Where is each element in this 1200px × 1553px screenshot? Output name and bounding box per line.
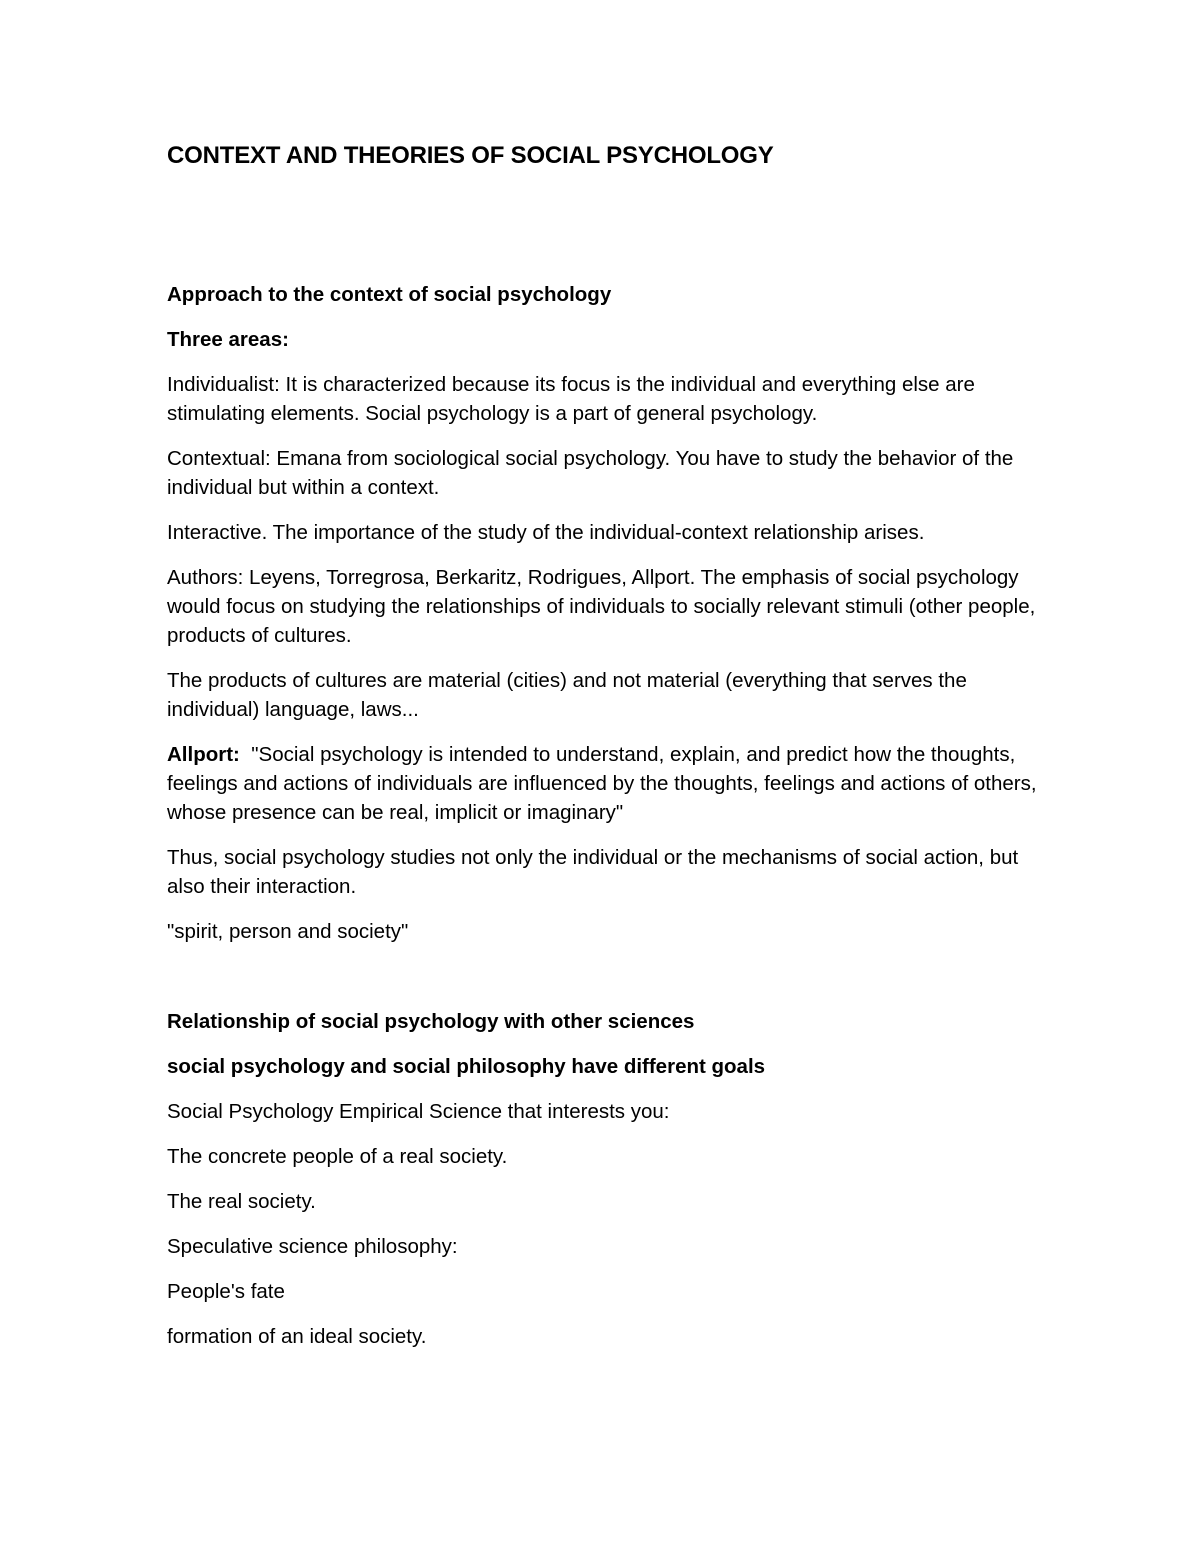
paragraph-contextual: Contextual: Emana from sociological social psychology. You have to study the behavior of the individual but within a context. (167, 447, 1014, 499)
subheading-different-goals: social psychology and social philosophy have different goals (167, 1055, 766, 1078)
paragraph-individualist: Individualist: It is characterized because its focus is the individual and everything else are stimulating elements. Social psychology is a part of general psychology. (167, 373, 975, 425)
paragraph-spirit: "spirit, person and society" (167, 920, 409, 943)
section-heading-relationship: Relationship of social psychology with other sciences (167, 1010, 695, 1033)
paragraph-interactive: Interactive. The importance of the study of the individual-context relationship arises. (167, 521, 925, 544)
paragraph-real-society: The real society. (167, 1190, 316, 1213)
paragraph-concrete-people: The concrete people of a real society. (167, 1145, 508, 1168)
document-body (167, 141, 1037, 1351)
paragraph-thus: Thus, social psychology studies not only the individual or the mechanisms of social action, but also their interaction. (167, 846, 1019, 898)
paragraph-authors: Authors: Leyens, Torregrosa, Berkaritz, Rodrigues, Allport. The emphasis of social psychology would focus on studying the relationships of individuals to socially relevant stimuli (other people, products of cultures. (167, 566, 1036, 647)
paragraph-allport (167, 740, 1037, 827)
subheading-three-areas: Three areas: (167, 328, 289, 351)
paragraph-peoples-fate: People's fate (167, 1280, 285, 1303)
allport-label: Allport: (167, 743, 240, 766)
paragraph-products: The products of cultures are material (cities) and not material (everything that serves the individual) language, laws... (167, 669, 967, 721)
allport-quote: "Social psychology is intended to understand, explain, and predict how the thoughts, feelings and actions of individuals are influenced by the thoughts, feelings and actions of others, whose presence can be real, implicit or imaginary" (167, 743, 1037, 824)
section-heading-approach: Approach to the context of social psychology (167, 283, 612, 306)
paragraph-speculative: Speculative science philosophy: (167, 1235, 458, 1258)
document-title: CONTEXT AND THEORIES OF SOCIAL PSYCHOLOGY (167, 142, 774, 169)
paragraph-empirical: Social Psychology Empirical Science that interests you: (167, 1100, 670, 1123)
paragraph-ideal-society: formation of an ideal society. (167, 1325, 427, 1348)
